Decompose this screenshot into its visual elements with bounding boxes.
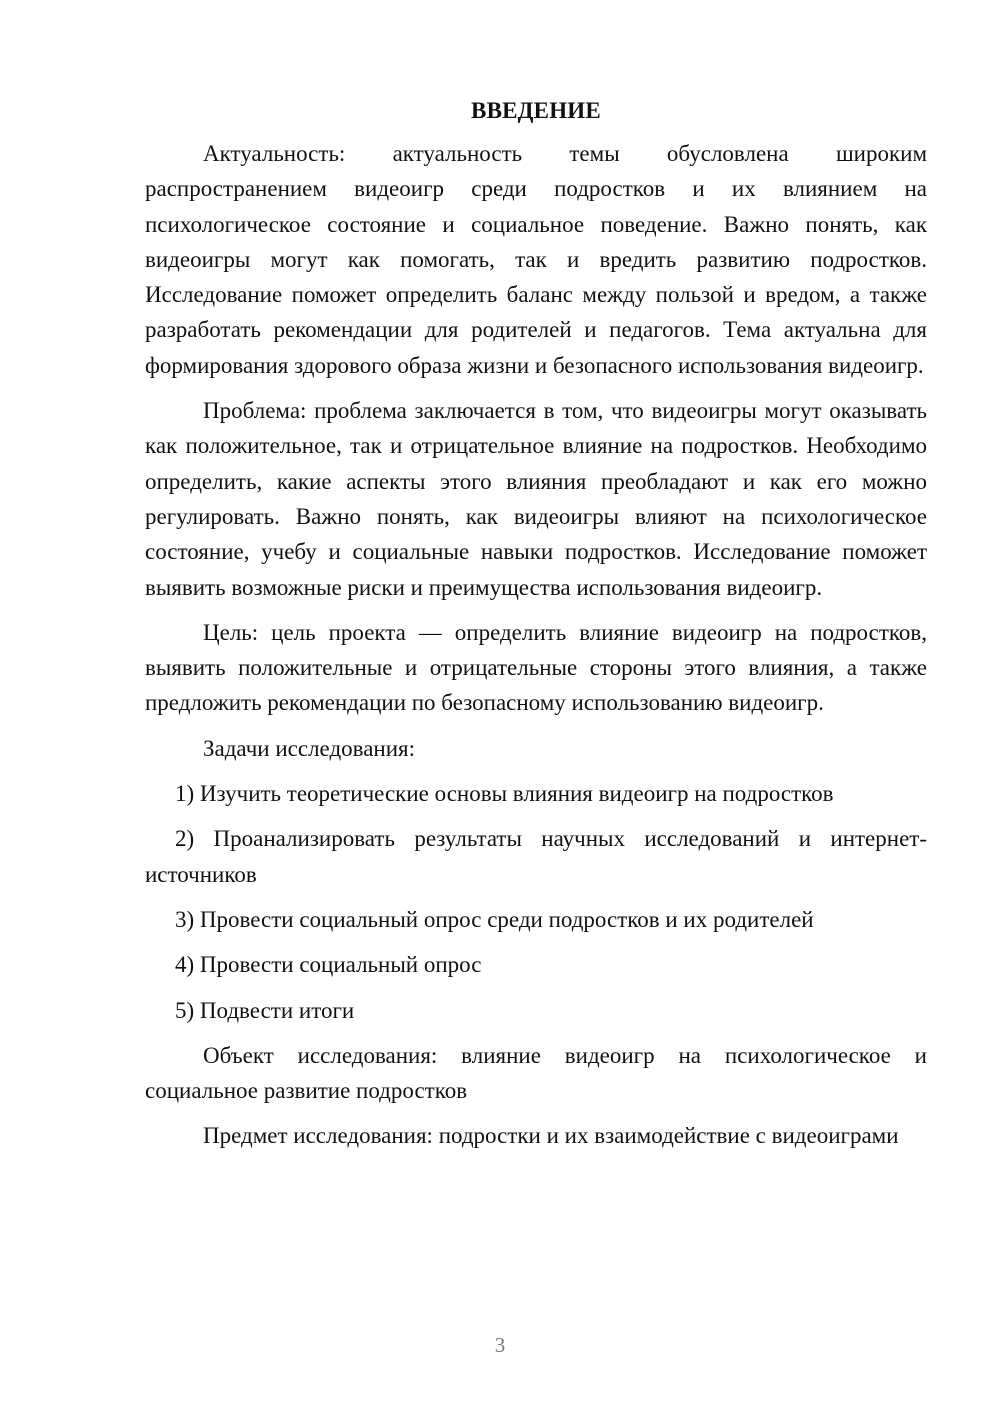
subject-paragraph: Предмет исследования: подростки и их взаимодействие с видеоиграми	[203, 1123, 899, 1149]
task-item-2: 2) Проанализировать результаты научных исследований и интернет-источников	[145, 826, 927, 887]
goal-paragraph: Цель: цель проекта — определить влияние видеоигр на подростков, выявить положительные и отрицательные стороны этого влияния, а также предложить рекомендации по безопасному использованию видеоигр.	[145, 619, 927, 716]
object-paragraph: Объект исследования: влияние видеоигр на психологическое и социальное развитие подростков	[145, 1042, 927, 1104]
relevance-paragraph: Актуальность: актуальность темы обусловлена широким распространением видеоигр среди подростков и их влиянием на психологическое состояние и социальное поведение. Важно понять, как видеоигры могут как помогать, так и вредить развитию подростков. Исследование поможет определить баланс между пользой и вредом, а также разработать рекомендации для родителей и педагогов. Тема актуальна для формирования здорового образа жизни и безопасного использования видеоигр.	[145, 141, 927, 378]
task-item-4: 4) Провести социальный опрос	[175, 952, 482, 978]
page-title: ВВЕДЕНИЕ	[471, 98, 601, 123]
task-item-3: 3) Провести социальный опрос среди подростков и их родителей	[175, 906, 814, 932]
page-number: 3	[494, 1333, 506, 1357]
tasks-heading: Задачи исследования:	[203, 735, 416, 761]
page-content	[145, 92, 927, 1164]
task-item-5: 5) Подвести итоги	[175, 997, 355, 1023]
task-item-1: 1) Изучить теоретические основы влияния видеоигр на подростков	[175, 781, 834, 807]
problem-paragraph: Проблема: проблема заключается в том, что видеоигры могут оказывать как положительное, так и отрицательное влияние на подростков. Необходимо определить, какие аспекты этого влияния преобладают и как его можно регулировать. Важно понять, как видеоигры влияют на психологическое состояние, учебу и социальные навыки подростков. Исследование поможет выявить возможные риски и преимущества использования видеоигр.	[145, 398, 927, 600]
